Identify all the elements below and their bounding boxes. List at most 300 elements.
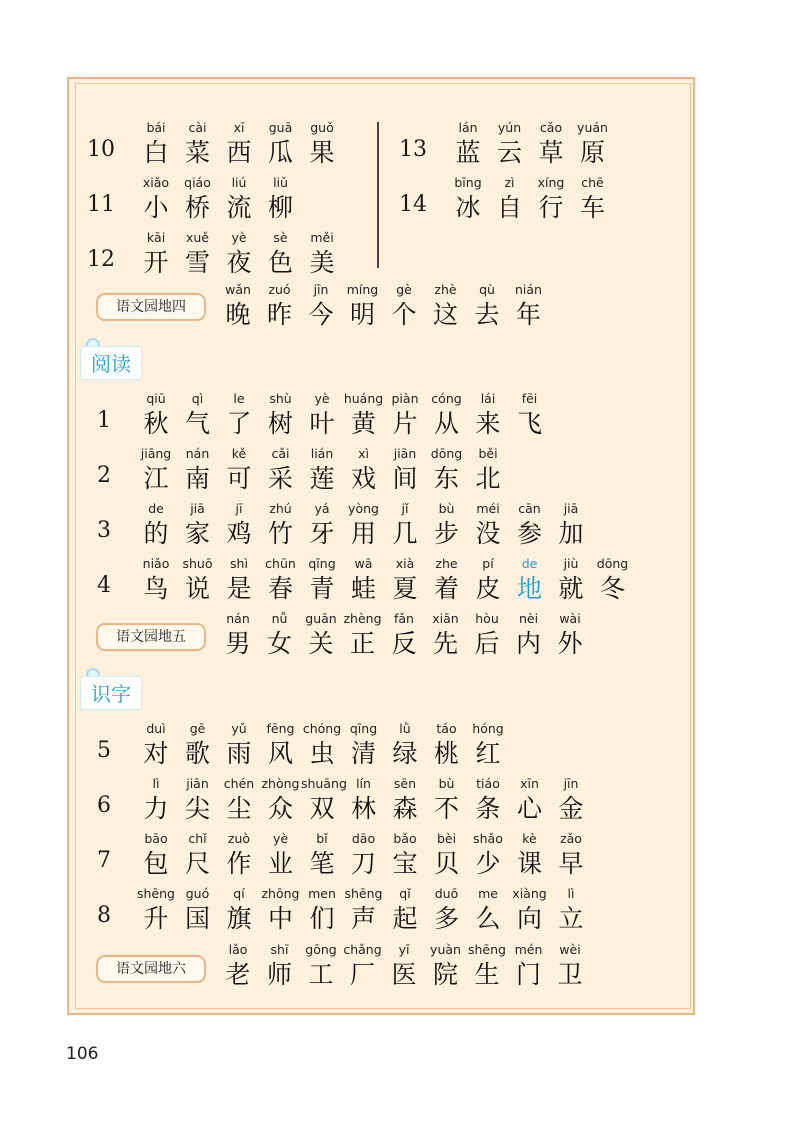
hanzi: 树: [267, 409, 293, 438]
character-cell: [426, 554, 468, 604]
hanzi: 原: [579, 138, 605, 167]
character-cell: [217, 280, 259, 330]
lesson-row: [0, 228, 796, 280]
hanzi: 宝: [392, 849, 418, 878]
character-cell: [384, 499, 426, 549]
hanzi: 尺: [184, 849, 210, 878]
pinyin: guā: [268, 120, 293, 135]
hanzi: 莲: [309, 464, 335, 493]
pinyin: bái: [146, 120, 166, 135]
character-cell: [426, 719, 468, 769]
hanzi: 国: [184, 904, 210, 933]
hanzi: 瓜: [267, 138, 293, 167]
hanzi: 女: [266, 629, 292, 658]
hanzi: 竹: [267, 519, 293, 548]
character-cell: [218, 389, 260, 439]
pinyin: fēi: [521, 391, 538, 406]
character-cell: [343, 719, 385, 769]
pinyin: shuāng: [301, 776, 347, 791]
hanzi: 这: [432, 300, 458, 329]
pinyin: gōng: [305, 942, 337, 957]
character-cell: [218, 774, 260, 824]
hanzi: 生: [474, 960, 500, 989]
character-cell: [426, 499, 468, 549]
pinyin: qì: [191, 391, 204, 406]
hanzi: 外: [557, 629, 583, 658]
hanzi: 的: [143, 519, 169, 548]
hanzi: 反: [391, 629, 417, 658]
hanzi: 说: [184, 574, 210, 603]
character-cell: [508, 609, 550, 659]
hanzi: 年: [515, 300, 541, 329]
character-cell: [260, 444, 302, 494]
lesson-number: 11: [87, 192, 115, 217]
character-cell: [301, 774, 347, 824]
hanzi: 森: [392, 794, 418, 823]
hanzi: 家: [184, 519, 210, 548]
character-cell: [550, 774, 592, 824]
character-cell: [467, 829, 509, 879]
pinyin: yá: [314, 501, 330, 516]
hanzi: 林: [350, 794, 376, 823]
character-cell: [467, 774, 509, 824]
character-cell: [384, 884, 426, 934]
pinyin: zhè: [434, 282, 457, 297]
pinyin: jiān: [186, 776, 209, 791]
hanzi: 就: [558, 574, 584, 603]
pinyin: kāi: [146, 230, 166, 245]
character-cell: [467, 444, 509, 494]
pinyin: shī: [270, 942, 289, 957]
character-cell: [549, 940, 591, 990]
hanzi: 自: [496, 193, 522, 222]
hanzi: 关: [308, 629, 334, 658]
character-cell: [218, 719, 260, 769]
lesson-number: 8: [97, 903, 111, 928]
hanzi: 风: [267, 739, 293, 768]
pinyin: hòu: [475, 611, 499, 626]
character-cell: [509, 499, 551, 549]
character-cell: [549, 609, 591, 659]
character-cell: [218, 829, 260, 879]
pinyin: bù: [438, 501, 455, 516]
pinyin: zhòng: [261, 776, 300, 791]
pinyin: wài: [559, 611, 581, 626]
pinyin: xià: [395, 556, 415, 571]
pinyin: mén: [514, 942, 543, 957]
pinyin: bèi: [436, 831, 457, 846]
character-cell: [572, 118, 614, 168]
pinyin: bǎo: [393, 831, 417, 846]
hanzi: 桥: [184, 193, 210, 222]
character-cell: [384, 774, 426, 824]
hanzi: 菜: [184, 138, 210, 167]
hanzi: 没: [475, 519, 501, 548]
hanzi: 行: [538, 193, 564, 222]
character-cell: [489, 173, 531, 223]
character-cell: [342, 280, 384, 330]
hanzi: 秋: [143, 409, 169, 438]
pinyin: xīn: [520, 776, 539, 791]
character-cell: [260, 228, 302, 278]
lesson-number: 6: [97, 793, 111, 818]
pinyin: yǔ: [231, 721, 247, 736]
hanzi: 草: [538, 138, 564, 167]
hanzi: 蓝: [455, 138, 481, 167]
hanzi: 众: [267, 794, 293, 823]
hanzi: 南: [184, 464, 210, 493]
hanzi: 戏: [350, 464, 376, 493]
hanzi: 用: [350, 519, 376, 548]
pinyin: měi: [310, 230, 334, 245]
character-cell: [135, 444, 177, 494]
pinyin: kě: [231, 446, 247, 461]
character-cell: [466, 609, 508, 659]
character-cell: [509, 554, 551, 604]
hanzi: 柳: [267, 193, 293, 222]
character-cell: [467, 389, 509, 439]
hanzi: 老: [225, 960, 251, 989]
character-cell: [218, 228, 260, 278]
character-cell: [343, 554, 385, 604]
hanzi: 虫: [309, 739, 335, 768]
hanzi: 么: [475, 904, 501, 933]
hanzi: 采: [267, 464, 293, 493]
character-cell: [135, 829, 177, 879]
pinyin: lǜ: [399, 721, 411, 736]
pinyin: sēn: [393, 776, 417, 791]
pinyin: chūn: [265, 556, 296, 571]
character-cell: [383, 280, 425, 330]
hanzi: 去: [474, 300, 500, 329]
pinyin: qí: [233, 886, 245, 901]
pinyin: lì: [567, 886, 575, 901]
hanzi: 厂: [349, 960, 375, 989]
hanzi: 昨: [266, 300, 292, 329]
pinyin: dōng: [430, 446, 463, 461]
pinyin: yuàn: [430, 942, 461, 957]
hanzi: 男: [225, 629, 251, 658]
character-cell: [425, 940, 467, 990]
hanzi: 红: [475, 739, 501, 768]
pinyin: shēng: [468, 942, 506, 957]
pinyin: qù: [479, 282, 495, 297]
pinyin: xuě: [185, 230, 209, 245]
character-cell: [426, 389, 468, 439]
hanzi: 明: [349, 300, 375, 329]
pinyin: huáng: [343, 391, 384, 406]
hanzi: 蛙: [350, 574, 376, 603]
character-cell: [177, 389, 219, 439]
character-cell: [384, 829, 426, 879]
pinyin: jiù: [563, 556, 579, 571]
character-cell: [383, 940, 425, 990]
character-cell: [135, 884, 177, 934]
pinyin: tiáo: [476, 776, 500, 791]
pinyin: shì: [230, 556, 248, 571]
hanzi: 着: [433, 574, 459, 603]
pinyin: shēng: [137, 886, 175, 901]
hanzi: 歌: [184, 739, 210, 768]
character-cell: [177, 719, 219, 769]
pinyin: niǎo: [142, 556, 170, 571]
pinyin: nán: [185, 446, 210, 461]
hanzi: 作: [226, 849, 252, 878]
character-cell: [218, 884, 260, 934]
character-cell: [426, 774, 468, 824]
character-cell: [343, 499, 385, 549]
hanzi: 早: [558, 849, 584, 878]
hanzi: 间: [392, 464, 418, 493]
hanzi: 小: [143, 193, 169, 222]
pinyin: yè: [314, 391, 330, 406]
pinyin: xíng: [537, 175, 565, 190]
character-cell: [177, 228, 219, 278]
hanzi: 北: [475, 464, 501, 493]
pinyin: xiǎo: [142, 175, 170, 190]
hanzi: 参: [516, 519, 542, 548]
hanzi: 心: [516, 794, 542, 823]
pinyin: zhe: [435, 556, 458, 571]
unit-badge-5: 语文园地五: [96, 623, 206, 651]
hanzi: 师: [266, 960, 292, 989]
hanzi: 工: [308, 960, 334, 989]
hanzi: 黄: [350, 409, 376, 438]
pinyin: pí: [482, 556, 494, 571]
unit-badge-6: 语文园地六: [96, 955, 206, 983]
hanzi: 门: [515, 960, 541, 989]
pinyin: nián: [515, 282, 542, 297]
lesson-number: 1: [97, 408, 111, 433]
pinyin: hóng: [472, 721, 504, 736]
hanzi: 个: [391, 300, 417, 329]
character-cell: [467, 719, 509, 769]
character-cell: [135, 228, 177, 278]
hanzi: 云: [496, 138, 522, 167]
hanzi: 多: [433, 904, 459, 933]
hanzi: 车: [579, 193, 605, 222]
character-cell: [300, 940, 342, 990]
hanzi: 了: [226, 409, 252, 438]
pinyin: qiū: [146, 391, 166, 406]
hanzi: 白: [143, 138, 169, 167]
hanzi: 声: [350, 904, 376, 933]
character-cell: [447, 118, 489, 168]
unit6-row: [0, 940, 796, 992]
pinyin: shǎo: [473, 831, 503, 846]
lesson-row: [0, 554, 796, 606]
hanzi: 江: [143, 464, 169, 493]
hanzi: 飞: [516, 409, 542, 438]
pinyin: zuó: [268, 282, 291, 297]
pinyin: méi: [476, 501, 500, 516]
lesson-row: [0, 173, 796, 225]
hanzi: 医: [391, 960, 417, 989]
character-cell: [260, 499, 302, 549]
hanzi: 后: [474, 629, 500, 658]
hanzi: 加: [558, 519, 584, 548]
character-cell: [509, 774, 551, 824]
hanzi: 贝: [433, 849, 459, 878]
pinyin: dāo: [351, 831, 376, 846]
lesson-number: 10: [87, 137, 115, 162]
pinyin: chóng: [302, 721, 342, 736]
hanzi: 对: [143, 739, 169, 768]
character-cell: [301, 228, 343, 278]
hanzi: 少: [475, 849, 501, 878]
hanzi: 冰: [455, 193, 481, 222]
pinyin: jiāng: [140, 446, 172, 461]
lesson-number: 4: [97, 573, 111, 598]
unit5-row: [0, 609, 796, 661]
hanzi: 春: [267, 574, 293, 603]
pinyin: me: [478, 886, 498, 901]
pinyin: zǎo: [560, 831, 582, 846]
pinyin: yī: [398, 942, 410, 957]
pinyin: zhú: [269, 501, 292, 516]
character-cell: [426, 444, 468, 494]
character-cell: [530, 173, 572, 223]
pinyin: gē: [189, 721, 206, 736]
pinyin: men: [308, 886, 336, 901]
pinyin: liǔ: [273, 175, 288, 190]
pinyin: chén: [223, 776, 255, 791]
hanzi: 卫: [557, 960, 583, 989]
hanzi: 先: [432, 629, 458, 658]
pinyin: xiàng: [512, 886, 547, 901]
character-cell: [259, 940, 301, 990]
pinyin: xiān: [432, 611, 459, 626]
pinyin: lǎo: [228, 942, 248, 957]
character-cell: [384, 444, 426, 494]
character-cell: [260, 389, 302, 439]
lesson-number: 12: [87, 247, 115, 272]
character-cell: [426, 884, 468, 934]
pinyin: běi: [478, 446, 498, 461]
pinyin: zhōng: [261, 886, 300, 901]
character-cell: [550, 554, 592, 604]
character-cell: [260, 884, 302, 934]
pinyin: qīng: [349, 721, 378, 736]
character-cell: [217, 609, 259, 659]
character-cell: [509, 829, 551, 879]
character-cell: [301, 389, 343, 439]
hanzi: 鸡: [226, 519, 252, 548]
character-cell: [217, 940, 259, 990]
pinyin: duì: [146, 721, 166, 736]
pinyin: jiā: [190, 501, 205, 516]
hanzi: 牙: [309, 519, 335, 548]
character-cell: [384, 389, 426, 439]
character-cell: [177, 444, 219, 494]
pinyin: duō: [434, 886, 459, 901]
pinyin: bāo: [144, 831, 168, 846]
character-cell: [509, 389, 551, 439]
character-cell: [489, 118, 531, 168]
pinyin: kè: [522, 831, 537, 846]
hanzi: 叶: [309, 409, 335, 438]
hanzi: 美: [309, 248, 335, 277]
pinyin: yuán: [577, 120, 608, 135]
pinyin: yòng: [348, 501, 379, 516]
hanzi: 是: [226, 574, 252, 603]
lesson-row: [0, 884, 796, 936]
hanzi: 雨: [226, 739, 252, 768]
character-cell: [260, 719, 302, 769]
lesson-row: [0, 499, 796, 551]
lesson-number: 3: [97, 518, 111, 543]
unit-badge-4: 语文园地四: [96, 293, 206, 321]
pinyin: jiā: [563, 501, 579, 516]
character-cell: [301, 499, 343, 549]
hanzi: 院: [432, 960, 458, 989]
hanzi: 尖: [184, 794, 210, 823]
pinyin: cài: [188, 120, 207, 135]
pinyin: wèi: [559, 942, 581, 957]
hanzi: 内: [515, 629, 541, 658]
hanzi: 旗: [226, 904, 252, 933]
pinyin: lán: [458, 120, 478, 135]
hanzi: 不: [433, 794, 459, 823]
pinyin: lín: [356, 776, 371, 791]
hanzi: 金: [558, 794, 584, 823]
character-cell: [177, 774, 219, 824]
pinyin: qiáo: [184, 175, 211, 190]
character-cell: [509, 884, 551, 934]
hanzi: 起: [392, 904, 418, 933]
pinyin: zhèng: [343, 611, 382, 626]
pinyin: shuō: [182, 556, 213, 571]
pinyin: shù: [269, 391, 292, 406]
hanzi: 条: [475, 794, 501, 823]
hanzi: 果: [309, 138, 335, 167]
pinyin: bīng: [454, 175, 482, 190]
character-cell: [342, 609, 384, 659]
pinyin: bǐ: [316, 831, 328, 846]
pinyin: cǎo: [539, 120, 563, 135]
character-cell: [218, 499, 260, 549]
hanzi: 夜: [226, 248, 252, 277]
hanzi: 向: [516, 904, 542, 933]
pinyin: jǐ: [401, 501, 409, 516]
pinyin: jīn: [313, 282, 329, 297]
character-cell: [467, 884, 509, 934]
pinyin: de: [521, 556, 538, 571]
character-cell: [177, 499, 219, 549]
pinyin: lì: [152, 776, 160, 791]
pinyin: nán: [226, 611, 250, 626]
character-cell: [218, 444, 260, 494]
hanzi: 双: [309, 794, 335, 823]
character-cell: [592, 554, 634, 604]
lesson-row: [0, 719, 796, 771]
hanzi: 皮: [475, 574, 501, 603]
section-title-literacy: 识字: [80, 676, 142, 710]
lesson-number: 2: [97, 463, 111, 488]
pinyin: nǚ: [271, 611, 288, 626]
character-cell: [384, 719, 426, 769]
pinyin: zì: [504, 175, 515, 190]
character-cell: [259, 609, 301, 659]
hanzi: 们: [309, 904, 335, 933]
character-cell: [466, 940, 508, 990]
character-cell: [135, 554, 177, 604]
pinyin: de: [148, 501, 164, 516]
character-cell: [300, 280, 342, 330]
pinyin: zuò: [227, 831, 251, 846]
character-cell: [259, 280, 301, 330]
character-cell: [300, 609, 342, 659]
